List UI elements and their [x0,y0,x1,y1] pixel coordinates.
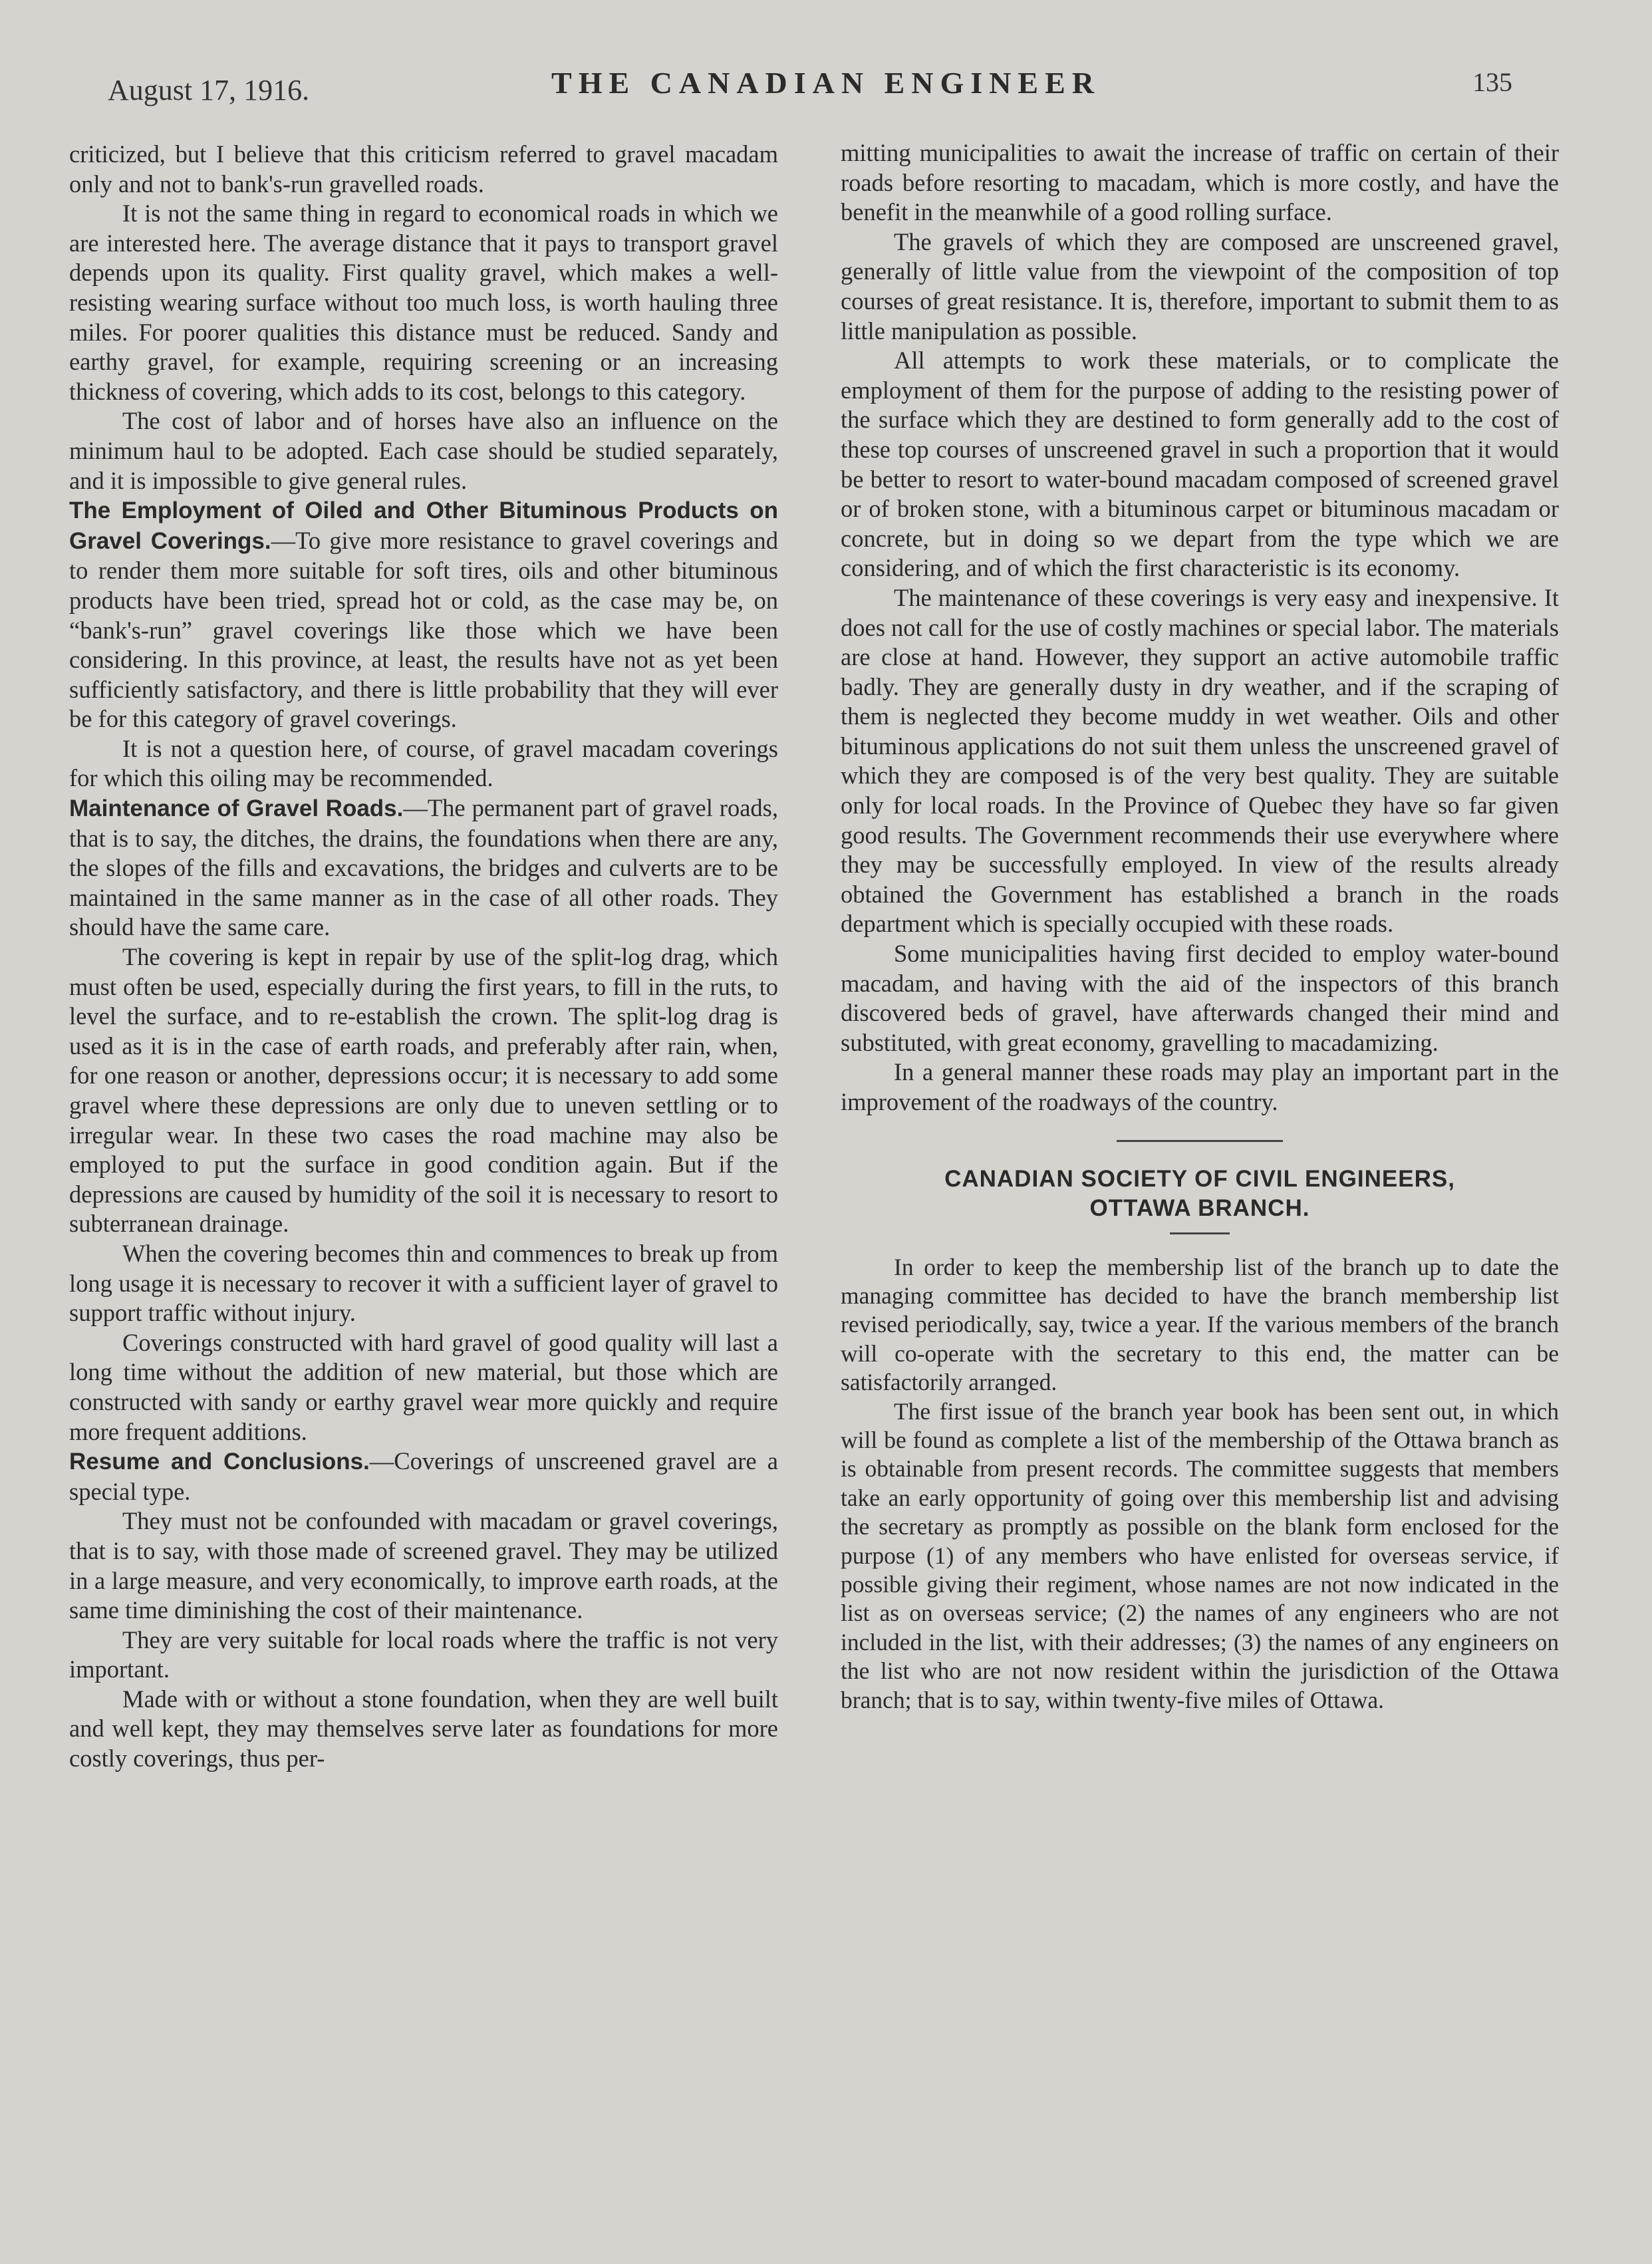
paragraph: mitting municipalities to await the increase of traffic on certain of their roads before resorting to macadam, which is more costly, and have the benefit in the meanwhile of a good rolling surface. [841,139,1559,226]
section-title-line: CANADIAN SOCIETY OF CIVIL ENGINEERS, [944,1165,1455,1192]
paragraph: The maintenance of these coverings is very easy and inexpensive. It does not call for the use of costly machines or special labor. The materials are close at hand. However, they support an active automobile traffic badly. They are generally dusty in dry weather, and if the scraping of them is neglected they become muddy in wet weather. Oils and other bituminous applications do not suit them unless the unscreened gravel of which they are composed is of the very best quality. They are suitable only for local roads. In the Province of Quebec they have so far given good results. The Government recommends their use everywhere where they may be successfully employed. In view of the results already obtained the Government has established a branch in the roads department which is specially occupied with these roads. [841,583,1559,938]
paragraph: They must not be confounded with macadam or gravel coverings, that is to say, with those made of screened gravel. They may be utilized in a large measure, and very economically, to improve earth roads, at the same time diminishing the cost of their maintenance. [69,1507,778,1624]
page-header [0,61,1652,114]
paragraph-text: —Coverings of unscreened gravel are a special type. [69,1447,778,1505]
paragraph: All attempts to work these materials, or to complicate the employment of them for the purpose of adding to the resisting power of the surface which they are destined to form generally add to the cost of these top courses of unscreened gravel in such a proportion that it would be better to resort to water-bound macadam composed of screened gravel or of broken stone, with a bituminous carpet or bituminous macadam or concrete, but in doing so we depart from the type which we are considering, and of which the first characteristic is its economy. [841,347,1559,582]
paragraph: It is not a question here, of course, of gravel macadam coverings for which this oiling may be recommended. [69,734,778,792]
journal-title: THE CANADIAN ENGINEER [551,66,1101,100]
paragraph: The gravels of which they are composed are unscreened gravel, generally of little value from the viewpoint of the composition of top courses of great resistance. It is, therefore, important to submit them to as little manipulation as possible. [841,227,1559,345]
subheading-maintenance: Maintenance of Gravel Roads. [69,795,404,822]
paragraph: It is not the same thing in regard to economical roads in which we are interested here. The average distance that it pays to transport gravel depends upon its quality. First quality gravel, which makes a well-resisting wearing surface without too much loss, is worth hauling three miles. For poorer qualities this distance must be reduced. Sandy and earthy gravel, for example, requiring screening or an increasing thickness of covering, which adds to its cost, belongs to this category. [69,200,778,405]
right-column [841,138,1559,1715]
section-divider [1117,1140,1283,1142]
left-column [69,140,778,1774]
paragraph: Some municipalities having first decided to employ water-bound macadam, and having with the aid of the inspectors of this branch discovered beds of gravel, have afterwards changed their mind and substituted, with great economy, gravelling to macadamizing. [841,940,1559,1056]
title-divider [1170,1232,1230,1234]
paragraph: In order to keep the membership list of the branch up to date the managing committee has decided to have the branch membership list revised periodically, say, twice a year. If the various members of the branch will co-operate with the secretary to this end, the matter can be satisfactorily arranged. [841,1253,1559,1396]
paragraph: When the covering becomes thin and commences to break up from long usage it is necessary to recover it with a sufficient layer of gravel to support traffic without injury. [69,1239,778,1327]
paragraph: In a general manner these roads may play an important part in the improvement of the roadways of the country. [841,1058,1559,1115]
paragraph: Coverings constructed with hard gravel of good quality will last a long time without the addition of new material, but those which are constructed with sandy or earthy gravel wear more quickly and require more frequent additions. [69,1328,778,1445]
paragraph: The first issue of the branch year book has been sent out, in which will be found as complete a list of the membership of the Ottawa branch as is obtainable from present records. The committee suggests that members take an early opportunity of going over this membership list and advising the secretary as promptly as possible on the blank form enclosed for the purpose (1) of any members who have enlisted for overseas service, if possible giving their regiment, whose names are not now indicated in the list as on overseas service; (2) the names of any engineers who are not included in the list, with their addresses; (3) the names of any engineers on the list who are not now resident within the jurisdiction of the Ottawa branch; that is to say, within twenty-five miles of Ottawa. [841,1397,1559,1713]
paragraph: They are very suitable for local roads where the traffic is not very important. [69,1626,778,1683]
paragraph-text: —To give more resistance to gravel coverings and to render them more suitable for soft tires, oils and other bituminous products have been tried, spread hot or cold, as the case may be, on “bank's-run” gravel coverings like those which we have been considering. In this province, at least, the results have not as yet been sufficiently satisfactory, and there is little probability that they will ever be for this category of gravel coverings. [69,526,778,733]
paragraph-text: —The permanent part of gravel roads, that is to say, the ditches, the drains, the foundations when there are any, the slopes of the fills and excavations, the bridges and culverts are to be maintained in the same manner as in the case of all other roads. They should have the same care. [69,794,778,941]
paragraph: Made with or without a stone foundation, when they are well built and well kept, they may themselves serve later as foundations for more costly coverings, thus per- [69,1685,778,1772]
section-title [841,1165,1559,1223]
page-number: 135 [1472,67,1512,97]
paragraph: The covering is kept in repair by use of the split-log drag, which must often be used, especially during the first years, to fill in the ruts, to level the surface, and to re-establish the crown. The split-log drag is used as it is in the case of earth roads, and preferably after rain, when, for one reason or another, depressions occur; it is necessary to add some gravel where these depressions are only due to uneven settling or to irregular wear. In these two cases the road machine may also be employed to put the surface in good condition again. But if the depressions are caused by humidity of the soil it is necessary to resort to subterranean drainage. [69,943,778,1238]
subheading-oiled: The Employment of Oiled and Other Bituminous Products on Gravel Coverings. [69,497,778,554]
section-title-line: OTTAWA BRANCH. [1089,1195,1310,1221]
subheading-resume: Resume and Conclusions. [69,1449,370,1475]
issue-date: August 17, 1916. [108,74,310,106]
paragraph: The cost of labor and of horses have also an influence on the minimum haul to be adopted. Each case should be studied separately, and it is impossible to give general rules. [69,407,778,494]
paragraph: criticized, but I believe that this criticism referred to gravel macadam only and not to bank's-run gravelled roads. [69,140,778,198]
